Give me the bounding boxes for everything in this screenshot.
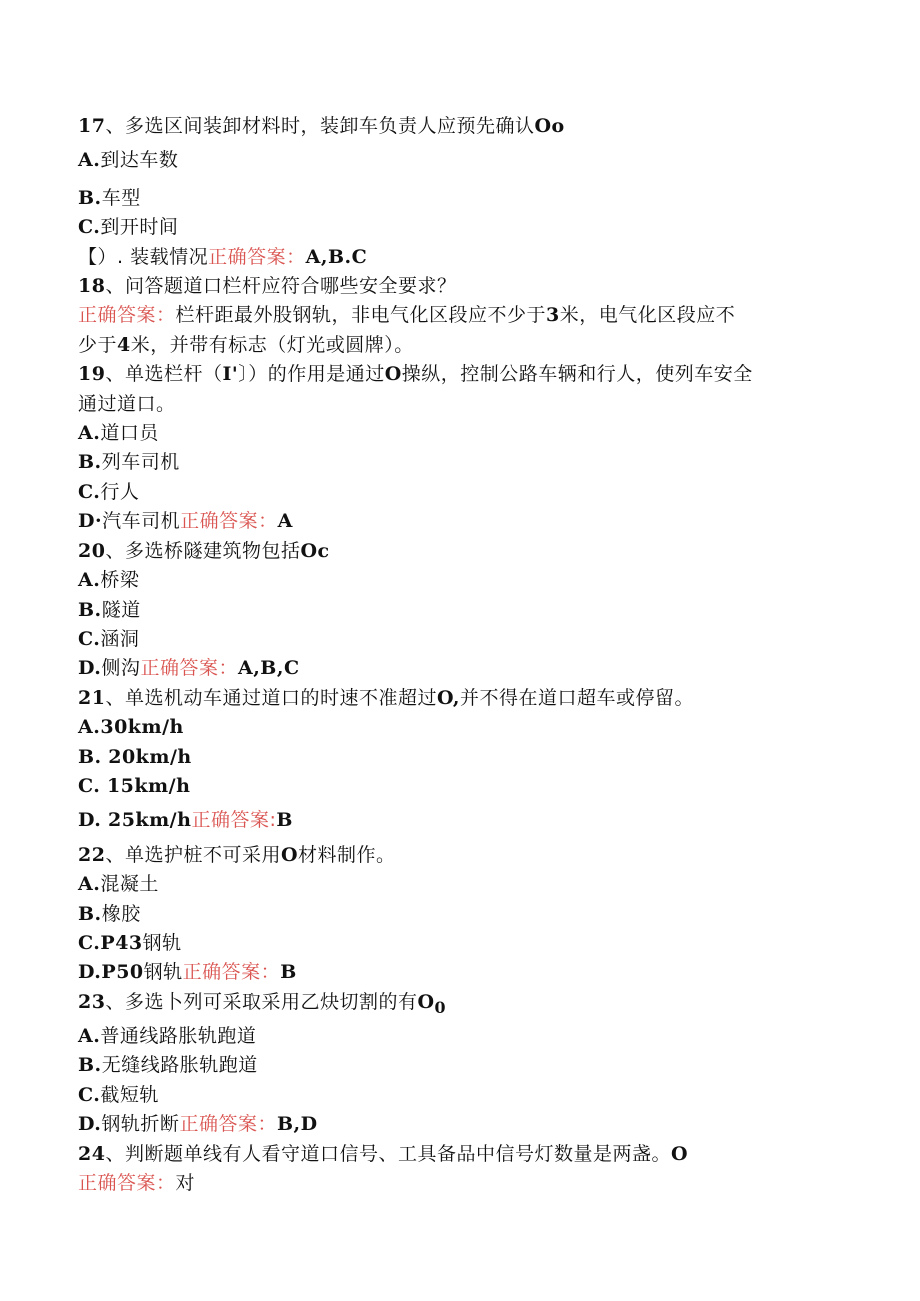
option-text: 隧道 <box>101 598 141 621</box>
answer-24 <box>78 1169 838 1198</box>
option-d-with-answer <box>78 806 838 835</box>
option-key: A. <box>78 873 101 896</box>
option-text: 截短轨 <box>100 1083 159 1106</box>
option-text: 列车司机 <box>101 451 180 474</box>
option-key: 【） <box>78 245 118 268</box>
option-c <box>78 478 838 507</box>
question-text: 、判断题单线有人看守道口信号、工具备品中信号灯数量是两盏。 <box>105 1142 671 1165</box>
option-a <box>78 146 838 175</box>
document-page <box>78 112 838 1198</box>
option-b <box>78 743 838 772</box>
option-key: D. <box>78 657 102 680</box>
option-text-suffix: 钢轨 <box>143 961 183 984</box>
question-22-stem <box>78 841 838 870</box>
answer-value: B <box>276 809 293 832</box>
option-text: 车型 <box>101 186 141 209</box>
question-placeholder: O <box>670 1142 689 1165</box>
option-key: C. <box>78 480 101 503</box>
question-number: 22 <box>78 843 106 866</box>
question-text: 通过道口。 <box>78 392 176 415</box>
question-placeholder: O <box>280 843 299 866</box>
option-text: 汽车司机 <box>102 510 181 533</box>
option-key: A. <box>78 569 101 592</box>
answer-label: 正确答案： <box>208 245 306 268</box>
option-b <box>78 448 838 477</box>
option-a <box>78 870 838 899</box>
option-text: P43 <box>100 931 143 954</box>
question-text: 、多选桥隧建筑物包括 <box>105 539 301 562</box>
answer-18-line-2 <box>78 331 838 360</box>
question-text: 、多选卜列可采取采用乙炔切割的有 <box>105 990 418 1013</box>
question-text: 、多选区间装卸材料时，装卸车负责人应预先确认 <box>105 115 535 137</box>
answer-text: 米，并带有标志（灯光或圆牌）。 <box>130 333 414 356</box>
answer-value: B,D <box>276 1113 318 1136</box>
option-text: 侧沟 <box>101 657 141 680</box>
option-a <box>78 419 838 448</box>
answer-value: B <box>280 961 297 984</box>
option-text: 到开时间 <box>100 216 179 239</box>
option-text: 普通线路胀轨跑道 <box>100 1024 257 1047</box>
question-number: 20 <box>78 539 106 562</box>
option-key: D· <box>78 510 103 533</box>
question-placeholder: O <box>417 990 435 1013</box>
option-key: B. <box>78 186 102 209</box>
option-b <box>78 596 838 625</box>
question-marker: I' <box>222 363 239 386</box>
option-text: 无缝线路胀轨跑道 <box>101 1054 258 1077</box>
answer-label: 正确答案： <box>179 1113 277 1136</box>
question-text: 、问答题道口栏杆应符合哪些安全要求？ <box>105 275 457 298</box>
question-number: 19 <box>78 363 106 386</box>
question-18-stem <box>78 272 838 301</box>
answer-value: A,B.C <box>305 245 368 268</box>
option-key: B. <box>78 902 102 925</box>
option-c <box>78 1081 838 1110</box>
answer-value: 对 <box>175 1172 196 1195</box>
option-text: 30km/h <box>100 716 184 739</box>
option-key: D. <box>78 809 102 832</box>
option-d-with-answer <box>78 958 838 987</box>
question-23-stem <box>78 988 838 1022</box>
option-text: 20km/h <box>108 745 192 768</box>
question-19-stem <box>78 360 838 389</box>
question-number: 17 <box>78 115 106 137</box>
answer-text: 少于 <box>78 333 118 356</box>
answer-label: 正确答案： <box>78 304 176 327</box>
question-19-stem-cont <box>78 390 838 419</box>
question-text: 、单选护桩不可采用 <box>105 843 281 866</box>
question-text: 、单选机动车通过道口的时速不准超过 <box>105 686 437 709</box>
option-text: P50 <box>101 961 144 984</box>
option-text: 混凝土 <box>100 873 159 896</box>
option-text: . 装载情况 <box>117 245 209 268</box>
answer-label: 正确答案： <box>78 1172 176 1195</box>
option-a <box>78 1022 838 1051</box>
option-key: C. <box>78 931 101 954</box>
answer-number: 3 <box>546 304 560 327</box>
option-key: A. <box>78 1024 101 1047</box>
option-d-with-answer <box>78 654 838 683</box>
option-key: B. <box>78 745 102 768</box>
option-text-suffix: 钢轨 <box>142 931 182 954</box>
option-a <box>78 566 838 595</box>
question-placeholder: Oc <box>300 539 330 562</box>
answer-value: A <box>277 510 293 533</box>
option-d-with-answer <box>78 1110 838 1139</box>
option-c <box>78 929 838 958</box>
question-number: 21 <box>78 686 106 709</box>
option-text: 道口员 <box>100 422 159 445</box>
option-a <box>78 713 838 742</box>
option-b <box>78 1051 838 1080</box>
question-text: 并不得在道口超车或停留。 <box>460 686 695 709</box>
option-key: B. <box>78 451 102 474</box>
question-text: 〕）的作用是通过 <box>238 363 385 386</box>
option-key: C. <box>78 627 101 650</box>
option-text: 橡胶 <box>101 902 141 925</box>
question-subscript: 0 <box>434 997 447 1017</box>
option-key: A. <box>78 149 101 172</box>
answer-number: 4 <box>117 333 131 356</box>
question-placeholder: O <box>384 363 402 386</box>
question-number: 24 <box>78 1142 106 1165</box>
option-d-with-answer <box>78 243 838 272</box>
option-text: 涵洞 <box>100 627 140 650</box>
question-placeholder: Oo <box>534 115 565 137</box>
answer-label: 正确答案: <box>191 809 277 832</box>
option-key: B. <box>78 1054 102 1077</box>
question-text: 材料制作。 <box>298 843 396 866</box>
answer-value: A,B,C <box>237 657 300 680</box>
option-key: A. <box>78 716 101 739</box>
option-b <box>78 184 838 213</box>
option-key: B. <box>78 598 102 621</box>
option-key: A. <box>78 422 101 445</box>
option-c <box>78 213 838 242</box>
answer-label: 正确答案： <box>140 657 238 680</box>
option-text: 15km/h <box>106 774 191 797</box>
option-text: 行人 <box>100 480 140 503</box>
option-c <box>78 625 838 654</box>
option-d-with-answer <box>78 507 838 536</box>
question-17-stem <box>78 112 838 141</box>
option-key: C. <box>78 774 101 797</box>
option-text: 桥梁 <box>100 569 140 592</box>
option-text: 钢轨折断 <box>101 1113 180 1136</box>
question-21-stem <box>78 684 838 713</box>
answer-18-line-1 <box>78 301 838 330</box>
option-key: C. <box>78 216 101 239</box>
option-c <box>78 772 838 801</box>
option-key: D. <box>78 1113 102 1136</box>
question-text: 操纵，控制公路车辆和行人，使列车安全 <box>401 363 753 386</box>
answer-text: 米，电气化区段应不 <box>559 304 736 327</box>
question-placeholder: O, <box>436 686 461 709</box>
question-number: 18 <box>78 275 106 298</box>
question-text: 、单选栏杆（ <box>105 363 223 386</box>
option-text: 25km/h <box>107 809 192 832</box>
question-number: 23 <box>78 990 106 1013</box>
answer-label: 正确答案： <box>182 961 281 984</box>
option-b <box>78 900 838 929</box>
option-key: C. <box>78 1083 101 1106</box>
question-20-stem <box>78 537 838 566</box>
option-text: 到达车数 <box>100 149 179 172</box>
question-24-stem <box>78 1140 838 1169</box>
answer-label: 正确答案： <box>180 510 278 533</box>
option-key: D. <box>78 961 102 984</box>
answer-text: 栏杆距最外股钢轨，非电气化区段应不少于 <box>175 304 547 327</box>
